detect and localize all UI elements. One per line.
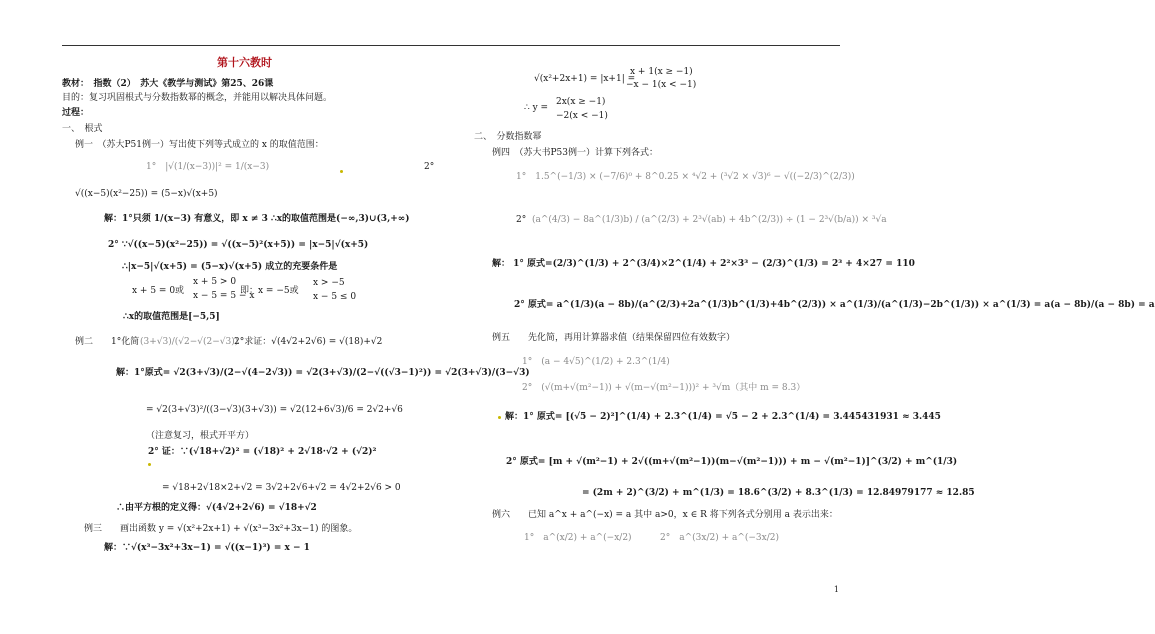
marker-dot <box>498 416 501 419</box>
ex1-eq2: √((x−5)(x²−25)) = (5−x)√(x+5) <box>75 189 218 199</box>
ex5-sol2: 2° 原式= [m + √(m²−1) + 2√((m+√(m²−1))(m−√(m²−1))) + m − √(m²−1)]^(3/2) + m^(1/3) <box>506 457 958 467</box>
ex2-proof-cont: = √18+2√18×2+√2 = 3√2+2√6+√2 = 4√2+2√6 > 0 <box>162 483 401 493</box>
objective-line: 目的：复习巩固根式与分数指数幂的概念，并能用以解决具体问题。 <box>62 93 333 103</box>
ex3-y-case2: −2(x < −1) <box>556 111 608 121</box>
page-number: 1 <box>833 585 839 594</box>
ex1-range: ∴x的取值范围是[−5,5] <box>123 312 220 322</box>
ex5-expr1: 1° (a − 4√5)^(1/2) + 2.3^(1/4) <box>522 357 670 367</box>
marker-dot <box>340 170 343 173</box>
section-fractional-exponent: 二、 分数指数幂 <box>474 132 542 142</box>
ex1-case-e: x > −5 <box>313 278 345 288</box>
ex6-expr2: 2° a^(3x/2) + a^(−3x/2) <box>660 533 780 543</box>
ex4-expr2: (a^(4/3) − 8a^(1/3)b) / (a^(2/3) + 2³√(ab) + 4b^(2/3)) ÷ (1 − 2³√(b/a)) × ³√a <box>532 215 887 225</box>
ex2-sol1-cont: = √2(3+√3)²/((3−√3)(3+√3)) = √2(12+6√3)/6 = 2√2+√6 <box>146 405 403 415</box>
ex5-sol1: 解：1° 原式= [(√5 − 2)²]^(1/4) + 2.3^(1/4) = √5 − 2 + 2.3^(1/4) = 3.445431931 ≈ 3.445 <box>505 412 941 422</box>
ex1-sol1: 解：1°只须 1/(x−3) 有意义，即 x ≠ 3 ∴x的取值范围是(−∞,3)∪(3,+∞) <box>104 214 410 224</box>
ex1-sol2: 2° ∵√((x−5)(x²−25)) = √((x−5)²(x+5)) = |x−5|√(x+5) <box>108 240 369 250</box>
ex1-eq2-label: 2° <box>424 162 435 172</box>
ex1-condition: ∴|x−5|√(x+5) = (5−x)√(x+5) 成立的充要条件是 <box>122 262 338 272</box>
ex5-expr2: 2° (√(m+√(m²−1)) + √(m−√(m²−1)))² + ³√m（其中 m = 8.3） <box>522 383 806 393</box>
ex4-expr2-label: 2° <box>516 215 527 225</box>
ex3-y-case1: 2x(x ≥ −1) <box>556 97 606 107</box>
ex3-abs-case1: x + 1(x ≥ −1) <box>630 67 693 77</box>
example-6-intro: 例六 已知 a^x + a^(−x) = a 其中 a>0，x ∈ R 将下列各式分别用 a 表示出来： <box>492 510 838 520</box>
ex2-expr: (3+√3)/(√2−√(2−√3)) <box>140 337 239 347</box>
example-2-intro: 例二 1°化简 <box>75 337 140 347</box>
ex5-sol2-cont: = (2m + 2)^(3/2) + m^(1/3) = 18.6^(3/2) + 8.3^(1/3) = 12.84979177 ≈ 12.85 <box>582 488 975 498</box>
ex2-sol1: 解：1°原式= √2(3+√3)/(2−√(4−2√3)) = √2(3+√3)/(2−√((√3−1)²)) = √2(3+√3)/(3−√3) <box>116 368 530 378</box>
materials-line: 教材： 指数（2） 苏大《教学与测试》第25、26课 <box>62 79 274 89</box>
section-radicals: 一、 根式 <box>62 124 103 134</box>
ex2-note: （注意复习，根式开平方） <box>146 431 255 441</box>
page-title: 第十六教时 <box>217 56 272 69</box>
ex6-expr1: 1° a^(x/2) + a^(−x/2) <box>524 533 632 543</box>
header-rule <box>62 45 840 46</box>
ex4-sol2: 2° 原式= a^(1/3)(a − 8b)/(a^(2/3)+2a^(1/3)b^(1/3)+4b^(2/3)) × a^(1/3)/(a^(1/3)−2b^(1/3)) × a^(1/3) = a(a − 8b)/(a − 8b) = a <box>514 300 1155 310</box>
example-1-intro: 例一 （苏大P51例一）写出使下列等式成立的 x 的取值范围： <box>75 140 324 150</box>
ex2-prove: 2°求证：√(4√2+2√6) = √(18)+√2 <box>234 337 383 347</box>
marker-dot <box>148 463 151 466</box>
ex4-sol1: 解： 1° 原式=(2/3)^(1/3) + 2^(3/4)×2^(1/4) + 2²×3³ − (2/3)^(1/3) = 2³ + 4×27 = 110 <box>492 259 915 269</box>
ex3-y: ∴ y = <box>524 103 549 113</box>
ex2-proof: 2° 证：∵(√18+√2)² = (√18)² + 2√18·√2 + (√2)² <box>148 447 377 457</box>
ex3-abs-case2: −x − 1(x < −1) <box>626 80 697 90</box>
ex1-case-a: x + 5 = 0或 <box>132 286 185 296</box>
example-4-intro: 例四 （苏大书P53例一）计算下列各式： <box>492 148 659 158</box>
ex1-eq1: 1° |√(1/(x−3))|² = 1/(x−3) <box>146 162 270 172</box>
ex3-solution: 解：∵√(x³−3x²+3x−1) = √((x−1)³) = x − 1 <box>104 543 310 553</box>
ex1-case-f: x − 5 ≤ 0 <box>313 292 357 302</box>
example-5-intro: 例五 先化简，再用计算器求值（结果保留四位有效数字） <box>492 333 736 343</box>
process-label: 过程： <box>62 108 90 118</box>
example-3-intro: 例三 画出函数 y = √(x²+2x+1) + √(x³−3x²+3x−1) 的图象。 <box>84 524 358 534</box>
ex4-expr1: 1° 1.5^(−1/3) × (−7/6)⁰ + 8^0.25 × ⁴√2 + (³√2 × √3)⁶ − √((−2/3)^(2/3)) <box>516 172 855 182</box>
ex3-abs: √(x²+2x+1) = |x+1| = <box>534 74 636 84</box>
ex1-case-c: x − 5 = 5 − x <box>193 291 255 301</box>
ex2-conclusion: ∴由平方根的定义得：√(4√2+2√6) = √18+√2 <box>116 503 317 513</box>
ex1-case-d: 即：x = −5或 <box>240 286 299 296</box>
ex1-case-b: x + 5 > 0 <box>193 277 237 287</box>
